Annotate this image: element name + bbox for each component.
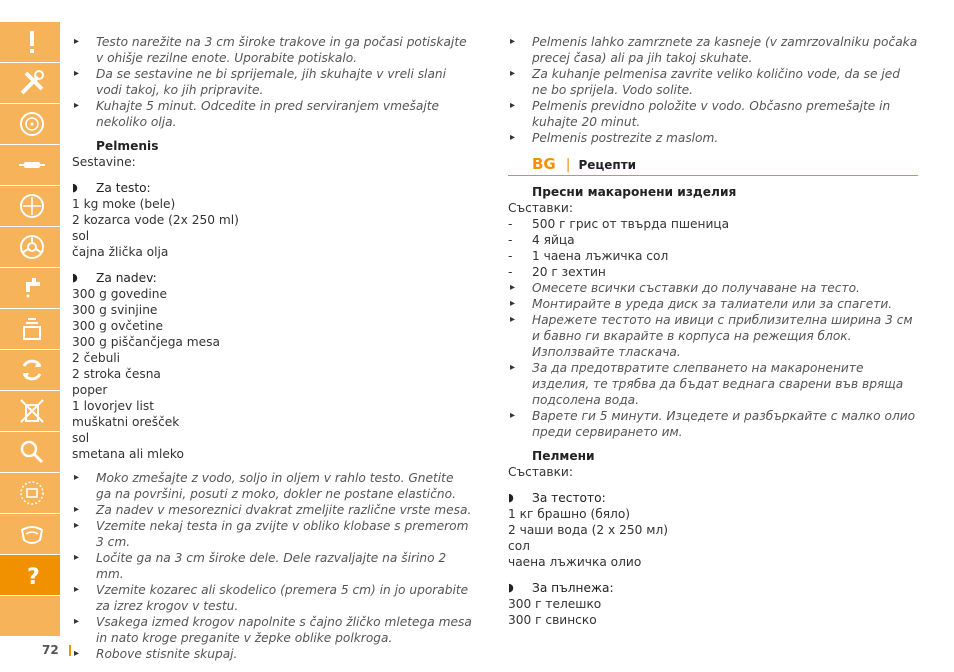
filling-label: ◗ Za nadev: bbox=[72, 270, 472, 286]
list-item: 2 čebuli bbox=[72, 351, 121, 365]
list-item: ▸ Za kuhanje pelmenisa zavrite veliko količino vode, da se jed ne bo sprijela. Vodo solite. bbox=[508, 66, 918, 98]
section-heading: Пелмени bbox=[532, 449, 595, 463]
tools-icon bbox=[18, 69, 46, 97]
list-item: 1 кг брашно (бяло) bbox=[508, 507, 631, 521]
list-item: sol bbox=[72, 431, 90, 445]
magnifier-icon bbox=[18, 438, 46, 466]
list-item: 1 lovorjev list bbox=[72, 399, 155, 413]
tab-faq[interactable] bbox=[0, 555, 60, 596]
tab-assembly[interactable] bbox=[0, 63, 60, 104]
list-item: 1 kg moke (bele) bbox=[72, 197, 176, 211]
tab-blank bbox=[0, 596, 60, 637]
list-item: smetana ali mleko bbox=[72, 447, 184, 461]
section-heading: Pelmenis bbox=[96, 139, 159, 153]
tab-roller[interactable] bbox=[0, 145, 60, 186]
footer-divider bbox=[69, 645, 71, 656]
list-item: ▸ Kuhajte 5 minut. Odcedite in pred serviranjem vmešajte nekoliko olja. bbox=[72, 98, 472, 130]
sidebar bbox=[0, 22, 60, 637]
disc-shapes-icon bbox=[18, 233, 46, 261]
list-item: ▸ Pelmenis postrezite z maslom. bbox=[508, 130, 918, 146]
list-item: - 4 яйца bbox=[508, 232, 918, 248]
language-section-header bbox=[508, 156, 918, 176]
tab-recipes[interactable] bbox=[0, 514, 60, 555]
list-item: ▸ Vsakega izmed krogov napolnite s čajno žličko mletega mesa in nato kroge preganite v žepke oblike polkroga. bbox=[72, 614, 472, 646]
list-item: - 500 г грис от твърда пшеница bbox=[508, 216, 918, 232]
list-item: 2 чаши вода (2 x 250 мл) bbox=[508, 523, 668, 537]
section-title: Рецепти bbox=[578, 158, 637, 172]
list-item: ▸ Da se sestavine ne bi sprijemale, jih skuhajte v vreli slani vodi takoj, ko jih pripravite. bbox=[72, 66, 472, 98]
list-item: ▸ Варете ги 5 минути. Изцедете и разбъркайте с малко олио преди сервирането им. bbox=[508, 408, 918, 440]
list-item: ▸ Pelmenis lahko zamrznete za kasneje (v zamrzovalniku počaka precej časa) ali pa jih takoj skuhate. bbox=[508, 34, 918, 66]
dough-label: ◗ За тестото: bbox=[508, 490, 918, 506]
dough-label: ◗ Za testo: bbox=[72, 180, 472, 196]
list-item: 300 г свинско bbox=[508, 613, 597, 627]
filling-label: ◗ За пълнежа: bbox=[508, 580, 918, 596]
tab-water[interactable] bbox=[0, 268, 60, 309]
svg-text:?: ? bbox=[27, 565, 40, 589]
list-item: 300 g svinjine bbox=[72, 303, 158, 317]
list-item: чаена лъжичка олио bbox=[508, 555, 642, 569]
list-item: 300 g piščančjega mesa bbox=[72, 335, 220, 349]
trash-icon bbox=[18, 397, 46, 425]
list-item: 2 stroka česna bbox=[72, 367, 161, 381]
ingredients-label: Sestavine: bbox=[72, 155, 136, 169]
list-item: - 1 чаена лъжичка сол bbox=[508, 248, 918, 264]
right-column bbox=[508, 34, 918, 628]
list-item: sol bbox=[72, 229, 90, 243]
list-item: ▸ Vzemite nekaj testa in ga zvijte v obliko klobase s premerom 3 cm. bbox=[72, 518, 472, 550]
pasta-icon bbox=[18, 520, 46, 548]
tab-search[interactable] bbox=[0, 432, 60, 473]
list-item: ▸ Pelmenis previdno položite v vodo. Občasno premešajte in kuhajte 20 minut. bbox=[508, 98, 918, 130]
ingredients-label: Съставки: bbox=[508, 201, 573, 215]
page-footer bbox=[42, 643, 71, 657]
list-item: muškatni orešček bbox=[72, 415, 180, 429]
tab-cleaning[interactable] bbox=[0, 350, 60, 391]
list-item: ▸ Нарежете тестото на ивици с приблизителна ширина 3 см и бавно ги вкарайте в корпуса на режещия блок. Използвайте тласкача. bbox=[508, 312, 918, 360]
question-icon bbox=[18, 561, 46, 589]
list-item: ▸ Vzemite kozarec ali skodelico (premera 5 cm) in jo uporabite za izrez krogov v testu. bbox=[72, 582, 472, 614]
faucet-icon bbox=[18, 274, 46, 302]
roller-icon bbox=[18, 151, 46, 179]
tab-disposal[interactable] bbox=[0, 391, 60, 432]
list-item: ▸ Testo narežite na 3 cm široke trakove in ga počasi potiskajte v ohišje rezilne enote. Uporabite potiskalo. bbox=[72, 34, 472, 66]
page-number: 72 bbox=[42, 643, 59, 657]
tab-guarantee[interactable] bbox=[0, 473, 60, 514]
list-item: ▸ Moko zmešajte z vodo, soljo in oljem v rahlo testo. Gnetite ga na površini, posuti z moko, dokler ne postane elastično. bbox=[72, 470, 472, 502]
list-item: ▸ За да предотвратите слепването на макаронените изделия, те трябва да бъдат веднага сварени във вряща подсолена вода. bbox=[508, 360, 918, 408]
list-item: 300 г телешко bbox=[508, 597, 602, 611]
list-item: 2 kozarca vode (2x 250 ml) bbox=[72, 213, 239, 227]
tab-disc-cutter[interactable] bbox=[0, 186, 60, 227]
list-item: 300 g govedine bbox=[72, 287, 167, 301]
exclamation-icon bbox=[18, 28, 46, 56]
left-column bbox=[72, 34, 472, 662]
section-heading: Пресни макаронени изделия bbox=[532, 185, 737, 199]
list-item: ▸ Омесете всички съставки до получаване на тесто. bbox=[508, 280, 918, 296]
language-code: BG bbox=[532, 155, 556, 173]
disc-cutter-icon bbox=[18, 192, 46, 220]
rotate-arrows-icon bbox=[18, 356, 46, 384]
list-item: poper bbox=[72, 383, 108, 397]
tab-safety[interactable] bbox=[0, 22, 60, 63]
recycle-seal-icon bbox=[18, 479, 46, 507]
list-item: сол bbox=[508, 539, 530, 553]
tab-dough[interactable] bbox=[0, 309, 60, 350]
list-item: ▸ Robove stisnite skupaj. bbox=[72, 646, 472, 662]
disc-icon bbox=[18, 110, 46, 138]
tab-disc[interactable] bbox=[0, 104, 60, 145]
list-item: ▸ Ločite ga na 3 cm široke dele. Dele razvaljajte na širino 2 mm. bbox=[72, 550, 472, 582]
tab-disc-shapes[interactable] bbox=[0, 227, 60, 268]
list-item: - 20 г зехтин bbox=[508, 264, 918, 280]
list-item: ▸ Za nadev v mesoreznici dvakrat zmeljite različne vrste mesa. bbox=[72, 502, 472, 518]
header-separator: | bbox=[565, 157, 571, 173]
list-item: ▸ Монтирайте в уреда диск за талиатели или за спагети. bbox=[508, 296, 918, 312]
list-item: 300 g ovčetine bbox=[72, 319, 164, 333]
ingredients-label: Съставки: bbox=[508, 465, 573, 479]
dough-box-icon bbox=[18, 315, 46, 343]
list-item: čajna žlička olja bbox=[72, 245, 169, 259]
